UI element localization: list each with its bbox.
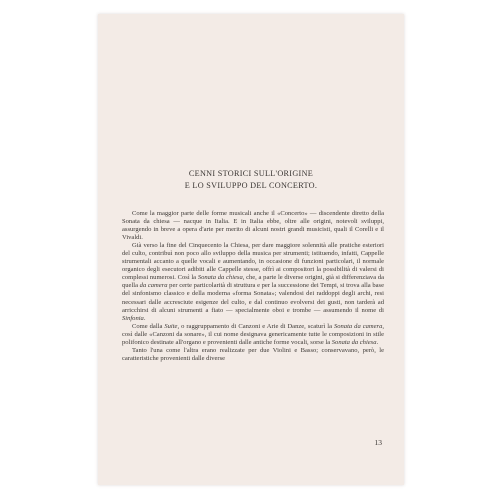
italic-text-run: Sonata da chiesa	[197, 274, 243, 282]
text-run: , che, a parte le diverse origini, già si differenziava da quella	[122, 274, 384, 290]
paragraph	[122, 347, 384, 363]
text-run: , così dalle «Canzoni da sonare», il cui nome designava genericamente tutte le composizioni in stile polifonico destinate all'organo e provenienti dalle antiche forme vocali, sorse la	[122, 322, 384, 346]
paragraph	[122, 242, 384, 322]
paragraph	[122, 210, 384, 242]
page-number: 13	[374, 438, 382, 447]
text-run: per certe particolarità di struttura e per la successione dei Tempi, si trova alla base del sinfonismo classico e della moderna «forma Sonata»; valendosi dei raddoppi degli archi, resi necessari dalle accresciute esigenze del culto, e dal continuo evolversi dei gusti, non tarderà ad arricchirsi di alcuni strumenti a fiato — specialmente oboi e trombe — assumendo il nome di	[122, 282, 384, 314]
text-run: , o raggruppamento di Canzoni e Arie di Danze, scaturì la	[177, 322, 334, 330]
italic-text-run: da camera	[139, 282, 168, 290]
italic-text-run: Sinfonia	[122, 314, 144, 322]
chapter-title-line-1: CENNI STORICI SULL'ORIGINE	[188, 169, 314, 178]
italic-text-run: Suite	[164, 322, 178, 330]
text-run: .	[143, 314, 146, 322]
italic-text-run: Sonata da camera	[333, 322, 383, 330]
text-run: Tanto l'una come l'altra erano realizzate per due Violini e Basso; conservavano, però, le caratteristiche provenienti dalle diverse	[122, 346, 384, 362]
text-run: Come dalla	[132, 322, 165, 330]
book-page	[98, 14, 404, 485]
body-text	[122, 210, 384, 363]
text-run: Già verso la fine del Cinquecento la Chiesa, per dare maggiore solennità alle pratiche esteriori del culto, contribuì non poco allo sviluppo della musica per strumenti; istituendo, infatti, Cappelle strumentali accanto a quelle vocali e aumentando, in occasione di funzioni particolari, il normale organico degli esecutori adibiti alle Cappelle stesse, offrì ai compositori la possibilità di valersi di complessi numerosi. Così la	[122, 242, 384, 282]
italic-text-run: Sonata da chiesa	[331, 338, 377, 346]
text-run: .	[376, 338, 379, 346]
chapter-title-line-2: E LO SVILUPPO DEL CONCERTO.	[184, 181, 318, 190]
paragraph	[122, 323, 384, 347]
text-run: Come la maggior parte delle forme musicali anche il «Concerto» — discendente diretto della Sonata da chiesa — nacque in Italia. E in Italia ebbe, oltre alle origini, notevoli sviluppi, assurgendo in breve a opera d'arte per merito di alcuni nostri grandi musicisti, quali il Corelli e il Vivaldi.	[122, 210, 384, 242]
